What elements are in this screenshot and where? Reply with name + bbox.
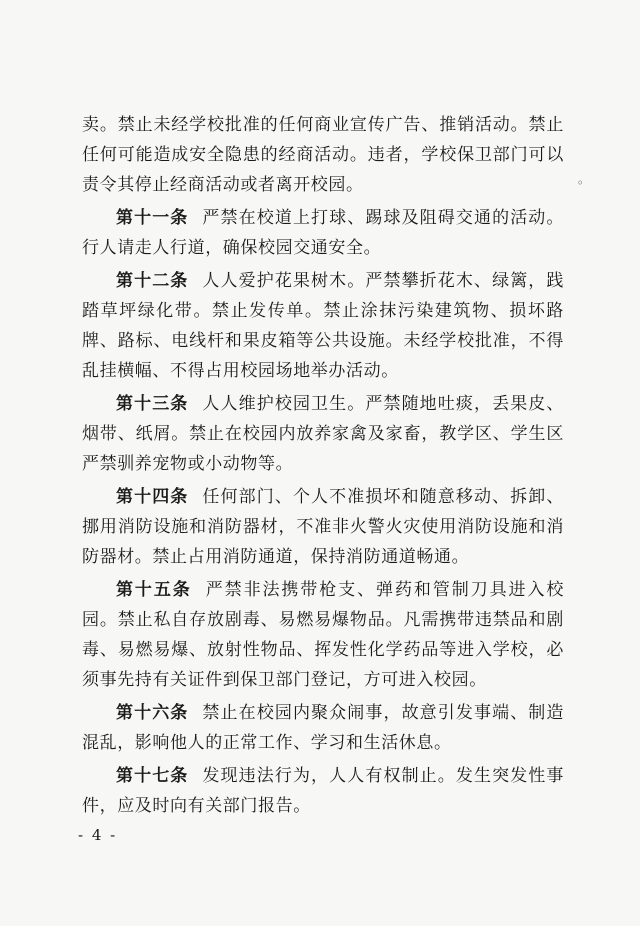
article-text: 人人维护校园卫生。严禁随地吐痰，丢果皮、烟带、纸屑。禁止在校园内放养家禽及家畜，教学区、学生区严禁驯养宠物或小动物等。	[82, 394, 564, 474]
article-15	[82, 575, 564, 695]
document-body	[82, 110, 564, 824]
article-number: 第十四条	[116, 487, 189, 507]
article-16	[82, 698, 564, 758]
article-text: 禁止在校园内聚众闹事，故意引发事端、制造混乱，影响他人的正常工作、学习和生活休息。	[82, 703, 564, 753]
article-text: 严禁在校道上打球、踢球及阻碍交通的活动。行人请走人行道，确保校园交通安全。	[82, 208, 564, 258]
article-12	[82, 266, 564, 386]
paragraph-text: 卖。禁止未经学校批准的任何商业宣传广告、推销活动。禁止任何可能造成安全隐患的经商活动。违者，学校保卫部门可以责令其停止经商活动或者离开校园。	[82, 115, 564, 195]
article-text: 任何部门、个人不准损坏和随意移动、拆卸、挪用消防设施和消防器材，不准非火警火灾使用消防设施和消防器材。禁止占用消防通道，保持消防通道畅通。	[82, 487, 564, 567]
article-17	[82, 761, 564, 821]
article-text: 发现违法行为，人人有权制止。发生突发性事件，应及时向有关部门报告。	[82, 766, 564, 816]
article-number: 第十五条	[116, 580, 192, 600]
article-13	[82, 389, 564, 479]
article-number: 第十七条	[116, 766, 189, 786]
article-14	[82, 482, 564, 572]
article-number: 第十三条	[116, 394, 189, 414]
article-text: 严禁非法携带枪支、弹药和管制刀具进入校园。禁止私自存放剧毒、易燃易爆物品。凡需携带违禁品和剧毒、易燃易爆、放射性物品、挥发性化学药品等进入学校，必须事先持有关证件到保卫部门登记，方可进入校园。	[82, 580, 564, 690]
article-number: 第十六条	[116, 703, 189, 723]
margin-mark: 。	[578, 172, 591, 186]
page-number: - 4 -	[78, 826, 118, 844]
article-number: 第十一条	[116, 208, 189, 228]
article-number: 第十二条	[116, 271, 189, 291]
article-text: 人人爱护花果树木。严禁攀折花木、绿篱，践踏草坪绿化带。禁止发传单。禁止涂抹污染建筑物、损坏路牌、路标、电线杆和果皮箱等公共设施。未经学校批准，不得乱挂横幅、不得占用校园场地举办活动。	[82, 271, 564, 381]
paragraph-continuation	[82, 110, 564, 200]
article-11	[82, 203, 564, 263]
